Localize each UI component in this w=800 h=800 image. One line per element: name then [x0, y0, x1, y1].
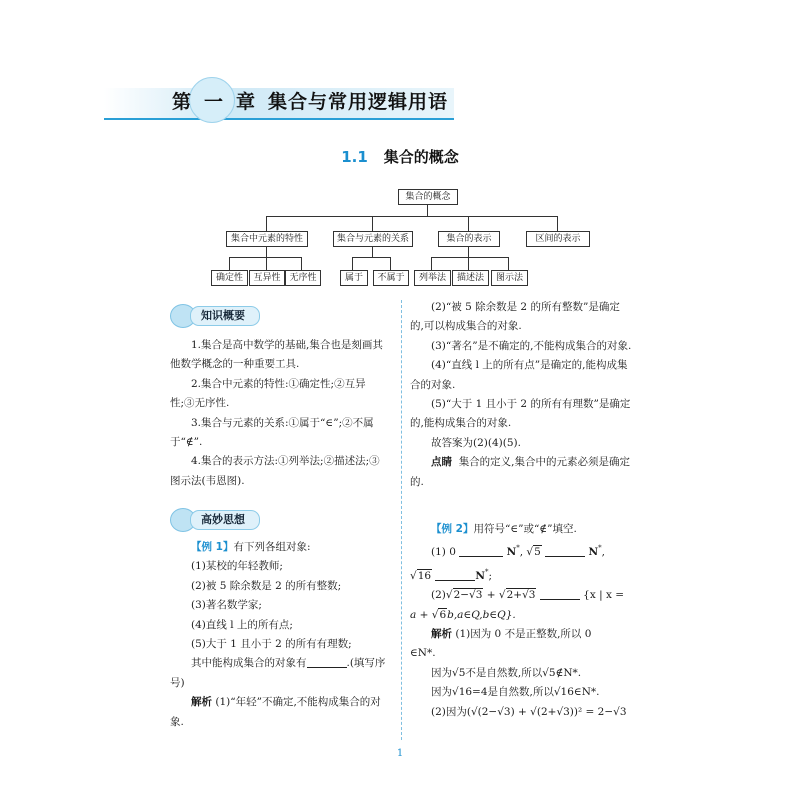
- example1-option: (1)某校的年轻教师;: [191, 560, 283, 573]
- example1-analysis: 解析 (1)“年轻”不确定,不能构成集合的对象.: [170, 696, 381, 728]
- section-title: 1.1 集合的概念: [341, 148, 459, 166]
- mindmap-leaf-certainty: 确定性: [211, 270, 248, 286]
- example2-q1: (1) 0 N*, √5 N*,: [431, 544, 605, 559]
- example2-tag: 【例 2】: [431, 523, 474, 535]
- example1-answer: 故答案为(2)(4)(5).: [431, 436, 521, 449]
- mindmap-leaf-listing: 列举法: [414, 270, 451, 286]
- example1-option: (3)著名数学家;: [191, 599, 262, 612]
- example1-tag: 【例 1】: [191, 541, 234, 553]
- overview-list: [170, 336, 390, 491]
- column-divider: [401, 300, 402, 740]
- example2-analysis: 解析 (1)因为 0 不是正整数,所以 0: [431, 628, 592, 641]
- overview-heading: 知识概要: [170, 304, 260, 328]
- overview-item: 2.集合中元素的特性:①确定性;②互异性;③无序性.: [170, 377, 366, 410]
- thinking-heading: 高妙思想: [170, 508, 260, 532]
- example1: 【例 1】有下列各组对象: (1)某校的年轻教师; (2)被 5 除余数是 2 的所有整数; (3)著名数学家; (4)直线 l 上的所有点; (5)大于 1 且小于 2 的所有有理数; 其中能构成集合的对象有 .(填写序号) 解析 (1)“年轻”不确定,不能构成集合的对象.: [170, 538, 392, 732]
- example2-q2-cont: a + √6b,a∈Q,b∈Q}.: [410, 608, 516, 621]
- overview-item: 1.集合是高中数学的基础,集合也是刻画其他数学概念的一种重要工具.: [170, 339, 383, 371]
- example1-option: (5)大于 1 且小于 2 的所有有理数;: [191, 638, 352, 651]
- mindmap-root: 集合的概念: [398, 189, 458, 205]
- mindmap-leaf-description: 描述法: [452, 270, 489, 286]
- overview-item: 4.集合的表示方法:①列举法;②描述法;③图示法(韦恩图).: [170, 455, 380, 487]
- example1-option: (4)直线 l 上的所有点;: [191, 618, 293, 631]
- mindmap-leaf-not-belongs: 不属于: [373, 270, 409, 286]
- mindmap-leaf-distinctness: 互异性: [249, 270, 285, 286]
- mindmap-node-element-relation: 集合与元素的关系: [333, 231, 413, 247]
- mindmap-leaf-belongs: 属于: [340, 270, 368, 286]
- mindmap-leaf-unordered: 无序性: [285, 270, 321, 286]
- example2-q1-cont: √16 N*;: [410, 567, 493, 582]
- mindmap-node-interval: 区间的表示: [526, 231, 590, 247]
- overview-item: 3.集合与元素的关系:①属于“∈”;②不属于“∉”.: [170, 416, 374, 449]
- mindmap-node-representation: 集合的表示: [438, 231, 500, 247]
- page-number: 1: [396, 748, 404, 759]
- example1-option: (2)被 5 除余数是 2 的所有整数;: [191, 579, 342, 592]
- example2-q2: (2)√2−√3 + √2+√3 {x | x =: [431, 589, 625, 602]
- example1-note: 点睛 集合的定义,集合中的元素必须是确定的.: [410, 456, 631, 488]
- example1-analysis-continued: (2)“被 5 除余数是 2 的所有整数”是确定的,可以构成集合的对象. (3)“著名”是不确定的,不能构成集合的对象. (4)“直线 l 上的所有点”是确定的,能构成集合的对象. (5)“大于 1 且小于 2 的所有有理数”是确定的,能构成集合的对象. 故答案为(2)(4)(5). 点睛 集合的定义,集合中的元素必须是确定的.: [410, 298, 632, 492]
- mindmap-leaf-diagram: 图示法: [491, 270, 528, 286]
- example1-prompt: 其中能构成集合的对象有 .(填写序号): [170, 657, 386, 689]
- mindmap-node-element-properties: 集合中元素的特性: [226, 231, 308, 247]
- chapter-title: 第 一 章 集合与常用逻辑用语: [172, 91, 449, 113]
- example2: 【例 2】用符号“∈”或“∉”填空. (1) 0 N*, √5 N*, √16 N*; (2)√2−√3 + √2+√3 {x | x = a + √6b,a∈Q,b∈Q}. 解析 (1)因为 0 不是正整数,所以 0 ∈N*. 因为√5不是自然数,所以√5∉N*. 因为√16=4是自然数,所以√16∈N*. (2)因为(√(2−√3) + √(2+√3))² = 2−√3: [410, 520, 634, 722]
- answer-blank: [307, 655, 347, 668]
